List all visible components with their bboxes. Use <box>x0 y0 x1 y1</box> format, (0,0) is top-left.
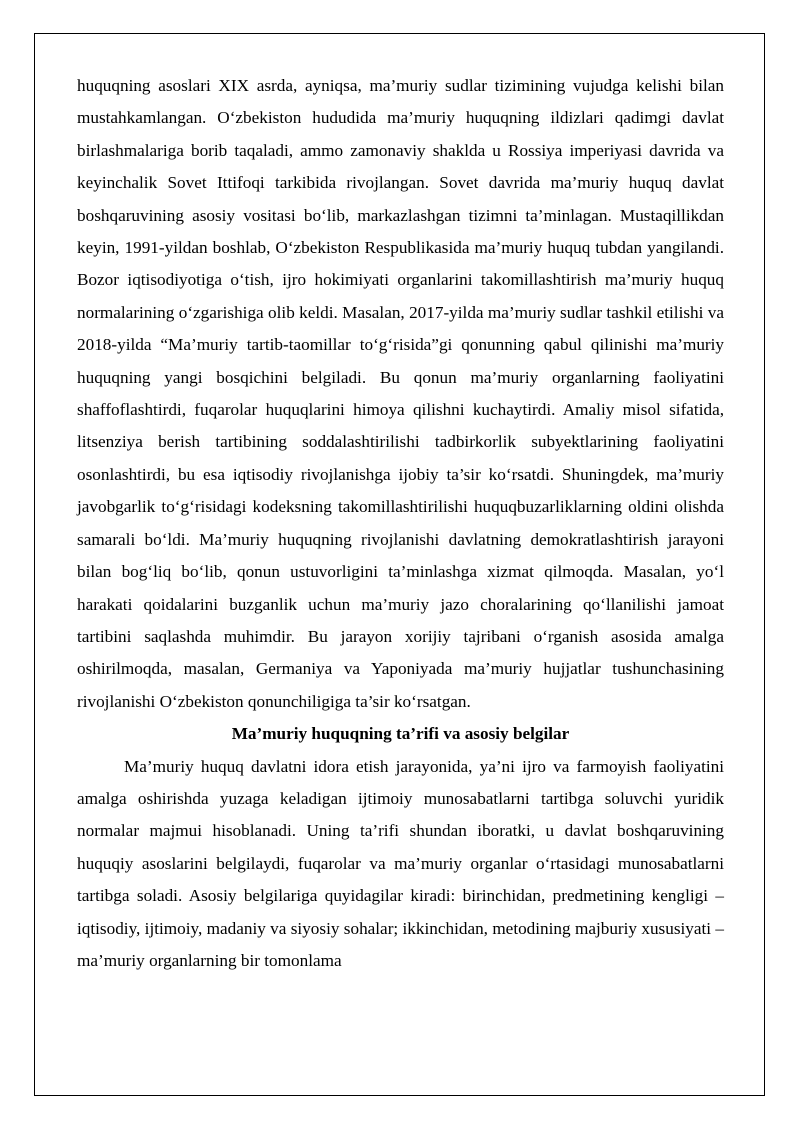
document-body <box>77 70 724 977</box>
body-paragraph-definition: Ma’muriy huquq davlatni idora etish jarayonida, ya’ni ijro va farmoyish faoliyatini amalga oshirishda yuzaga keladigan ijtimoiy munosabatlarni tartibga soluvchi yuridik normalar majmui hisoblanadi. Uning ta’rifi shundan iboratki, u davlat boshqaruvining huquqiy asoslarini belgilaydi, fuqarolar va ma’muriy organlar o‘rtasidagi munosabatlarni tartibga soladi. Asosiy belgilariga quyidagilar kiradi: birinchidan, predmetining kengligi – iqtisodiy, ijtimoiy, madaniy va siyosiy sohalar; ikkinchidan, metodining majburiy xususiyati – ma’muriy organlarning bir tomonlama <box>77 756 724 970</box>
body-paragraph-history: huquqning asoslari XIX asrda, ayniqsa, ma’muriy sudlar tizimining vujudga kelishi bilan mustahkamlangan. O‘zbekiston hududida ma’muriy huquqning ildizlari qadimgi davlat birlashmalariga borib taqaladi, ammo zamonaviy shaklda u Rossiya imperiyasi davrida va keyinchalik Sovet Ittifoqi tarkibida rivojlangan. Sovet davrida ma’muriy huquq davlat boshqaruvining asosiy vositasi bo‘lib, markazlashgan tizimni ta’minlagan. Mustaqillikdan keyin, 1991-yildan boshlab, O‘zbekiston Respublikasida ma’muriy huquq tubdan yangilandi. Bozor iqtisodiyotiga o‘tish, ijro hokimiyati organlarini takomillashtirish ma’muriy huquq normalarining o‘zgarishiga olib keldi. Masalan, 2017-yilda ma’muriy sudlar tashkil etilishi va 2018-yilda “Ma’muriy tartib-taomillar to‘g‘risida”gi qonunning qabul qilinishi ma’muriy huquqning yangi bosqichini belgiladi. Bu qonun ma’muriy organlarning faoliyatini shaffoflashtirdi, fuqarolar huquqlarini himoya qilishni kuchaytirdi. Amaliy misol sifatida, litsenziya berish tartibining soddalashtirilishi tadbirkorlik subyektlarining faoliyatini osonlashtirdi, bu esa iqtisodiy rivojlanishga ijobiy ta’sir ko‘rsatdi. Shuningdek, ma’muriy javobgarlik to‘g‘risidagi kodeksning takomillashtirilishi huquqbuzarliklarning oldini olishda samarali bo‘ldi. Ma’muriy huquqning rivojlanishi davlatning demokratlashtirish jarayoni bilan bog‘liq bo‘lib, qonun ustuvorligini ta’minlashga xizmat qilmoqda. Masalan, yo‘l harakati qoidalarini buzganlik uchun ma’muriy jazo choralarining qo‘llanilishi jamoat tartibini saqlashda muhimdir. Bu jarayon xorijiy tajribani o‘rganish asosida amalga oshirilmoqda, masalan, Germaniya va Yaponiyada ma’muriy hujjatlar tushunchasining rivojlanishi O‘zbekiston qonunchiligiga ta’sir ko‘rsatgan. <box>77 76 724 711</box>
section-heading: Ma’muriy huquqning ta’rifi va asosiy belgilar <box>231 724 570 744</box>
